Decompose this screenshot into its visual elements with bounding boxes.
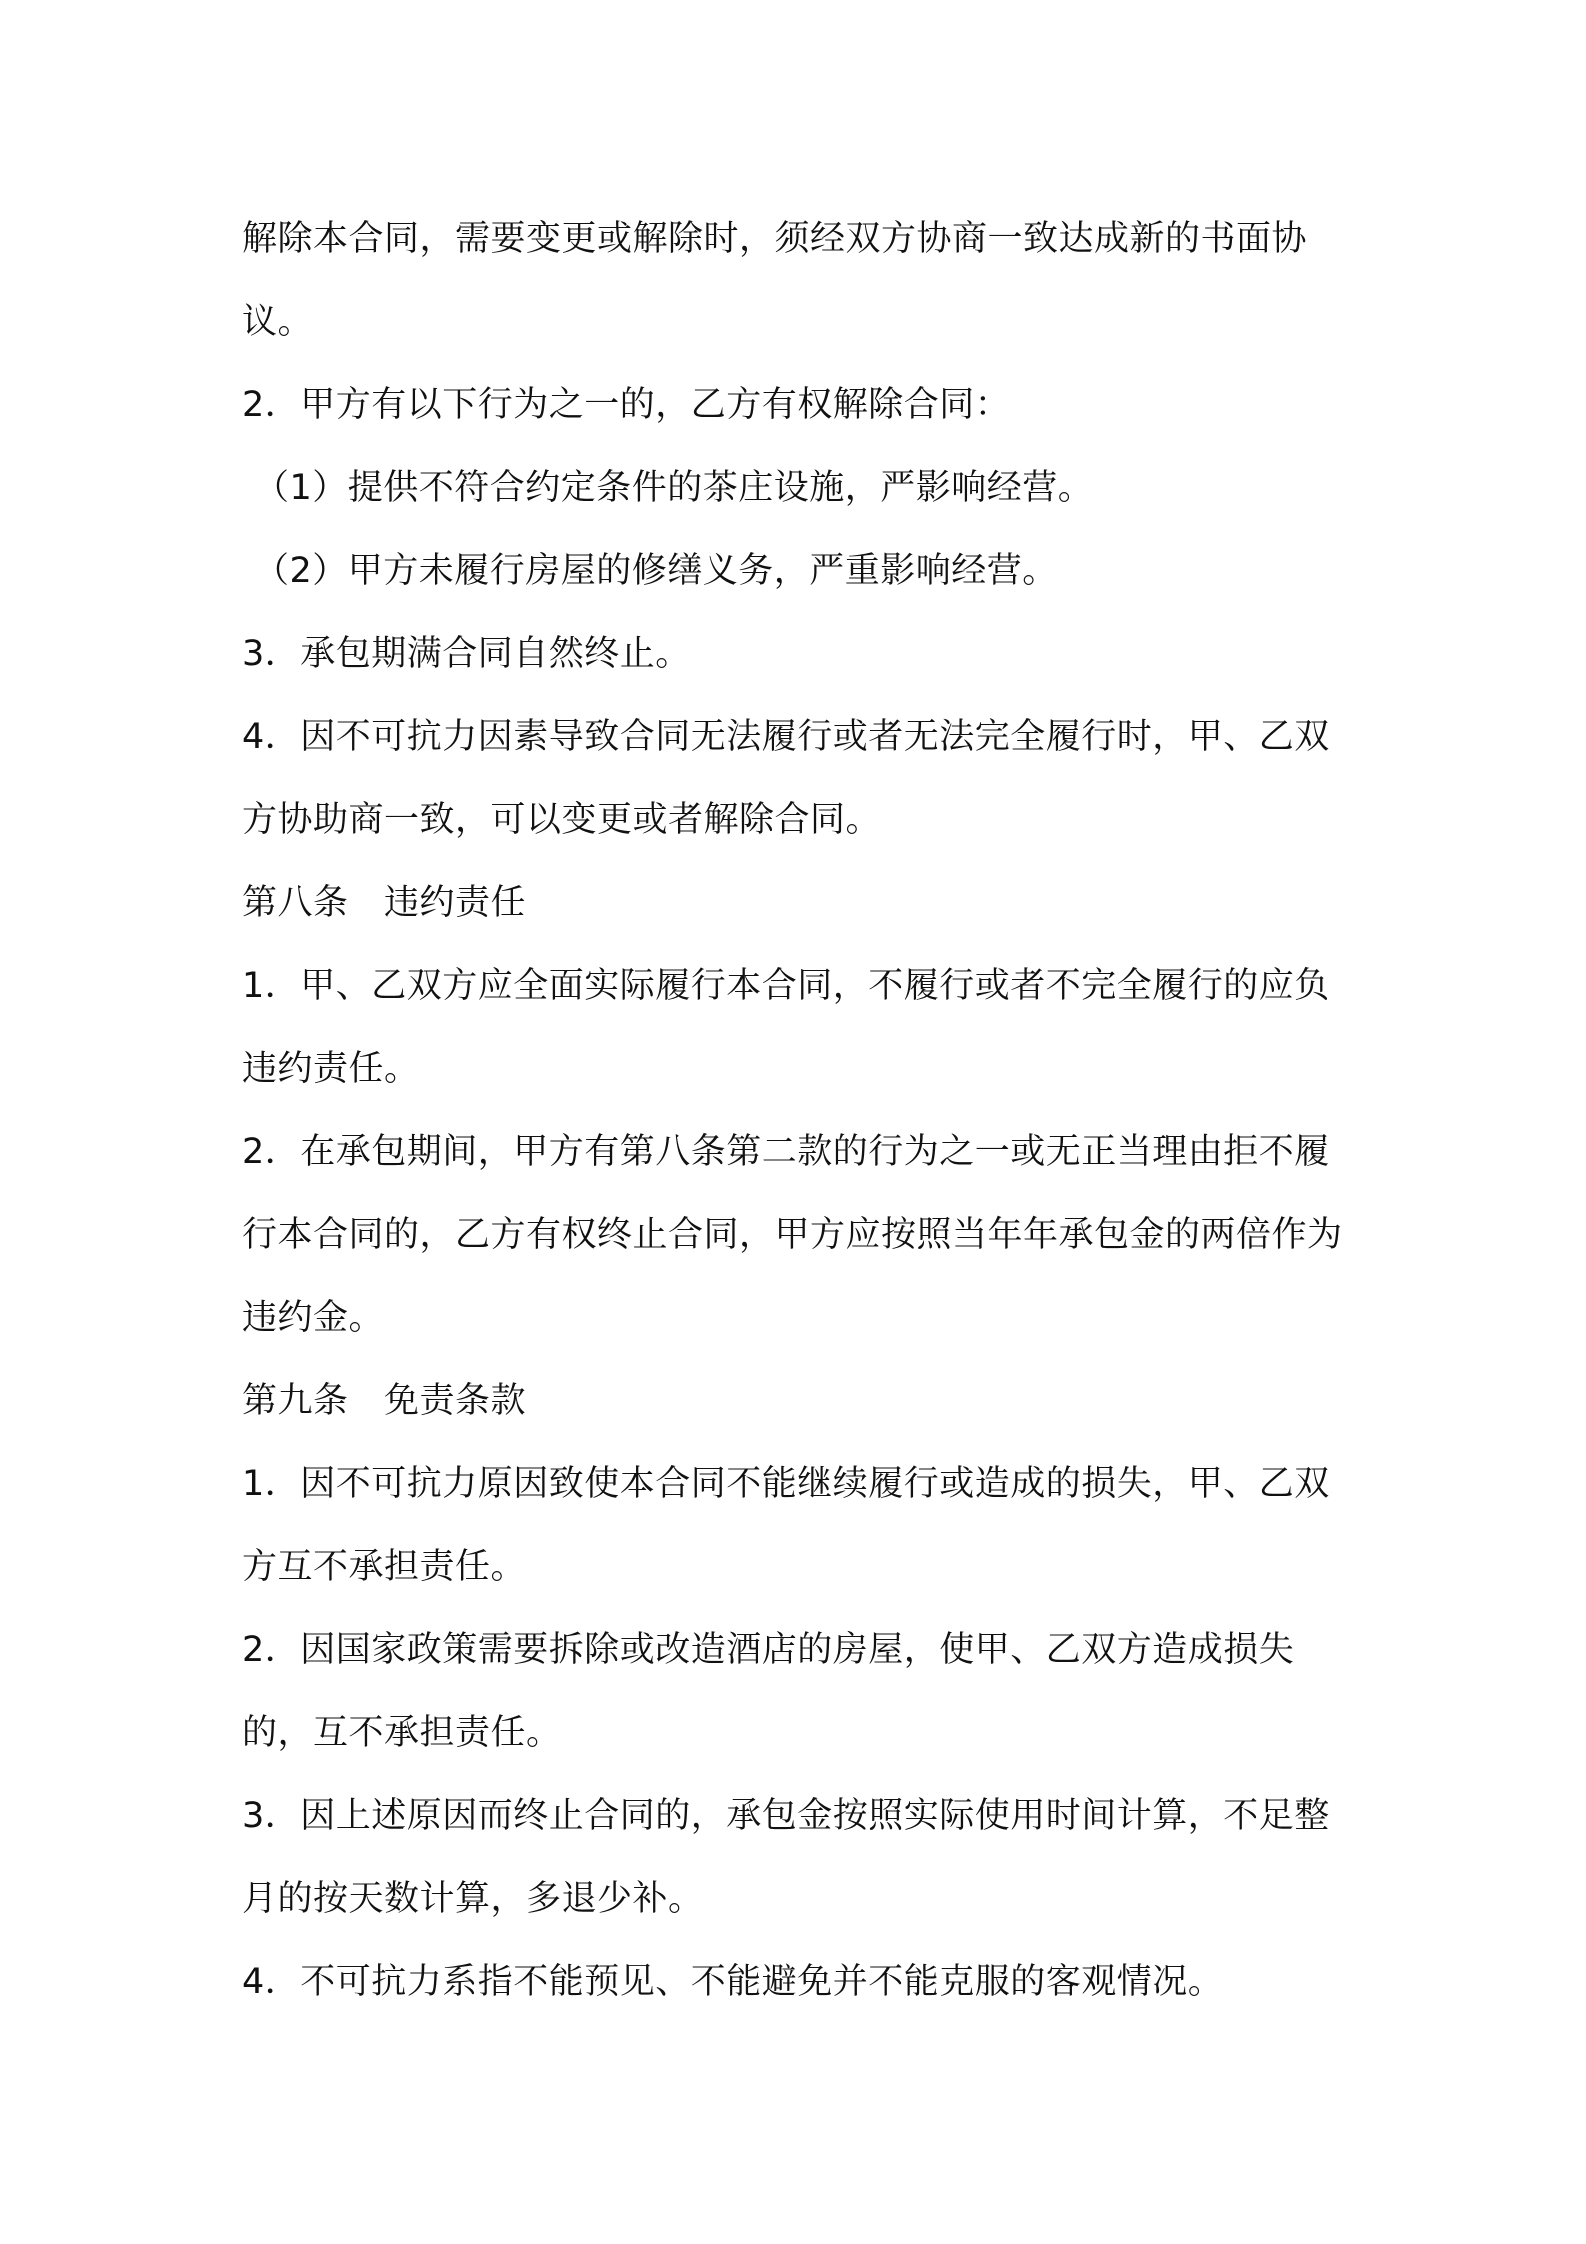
article-8-heading: 第八条 违约责任 <box>242 883 527 923</box>
article-9-heading: 第九条 免责条款 <box>242 1381 527 1421</box>
article-9-clause-3: 3．因上述原因而终止合同的，承包金按照实际使用时间计算，不足整月的按天数计算，多退少补。 <box>242 1796 1330 1919</box>
article-8-clause-2: 2．在承包期间，甲方有第八条第二款的行为之一或无正当理由拒不履行本合同的，乙方有权终止合同，甲方应按照当年年承包金的两倍作为违约金。 <box>242 1132 1343 1338</box>
paragraph-clause-2-item-1: （1）提供不符合约定条件的茶庄设施，严影响经营。 <box>254 468 1094 508</box>
article-9-clause-1: 1．因不可抗力原因致使本合同不能继续履行或造成的损失，甲、乙双方互不承担责任。 <box>242 1464 1330 1587</box>
document-body <box>242 198 1352 2024</box>
paragraph-clause-2: 2．甲方有以下行为之一的，乙方有权解除合同： <box>242 385 1011 425</box>
paragraph-clause-4: 4．因不可抗力因素导致合同无法履行或者无法完全履行时，甲、乙双方协助商一致，可以变更或者解除合同。 <box>242 717 1330 840</box>
paragraph-clause-3: 3．承包期满合同自然终止。 <box>242 634 691 674</box>
paragraph-clause-2-item-2: （2）甲方未履行房屋的修缮义务，严重影响经营。 <box>254 551 1058 591</box>
article-9-clause-2: 2．因国家政策需要拆除或改造酒店的房屋，使甲、乙双方造成损失的，互不承担责任。 <box>242 1630 1295 1753</box>
article-8-clause-1: 1．甲、乙双方应全面实际履行本合同，不履行或者不完全履行的应负违约责任。 <box>242 966 1330 1089</box>
article-9-clause-4: 4．不可抗力系指不能预见、不能避免并不能克服的客观情况。 <box>242 1962 1224 2002</box>
paragraph-termination-intro: 解除本合同，需要变更或解除时，须经双方协商一致达成新的书面协议。 <box>242 219 1308 342</box>
